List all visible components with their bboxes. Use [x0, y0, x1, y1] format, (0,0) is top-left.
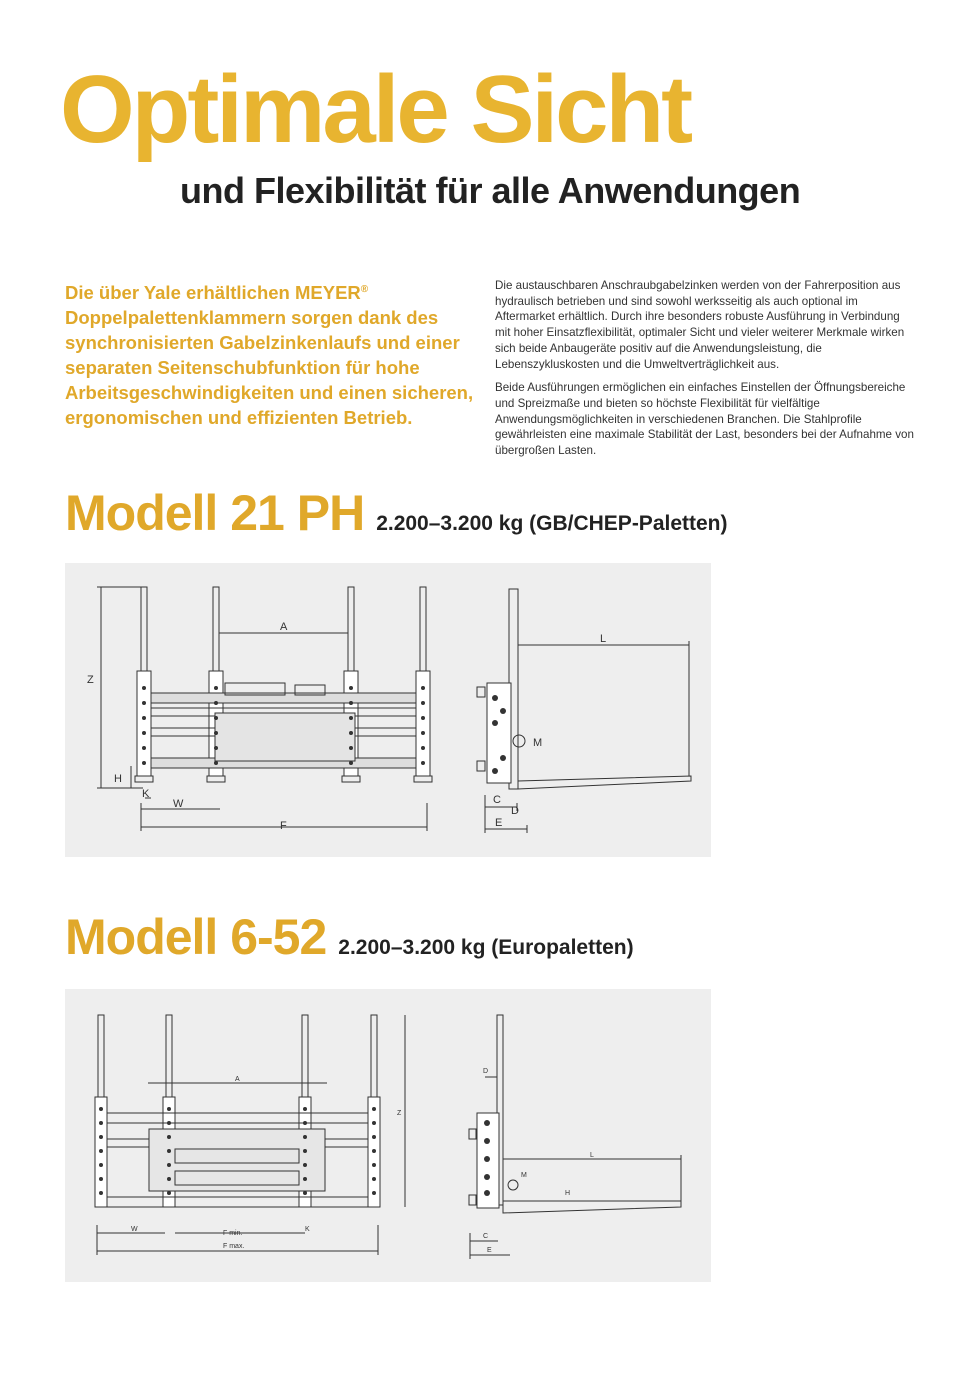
- dim-label-E: E: [495, 817, 503, 829]
- dim-label-K: K: [305, 1226, 310, 1233]
- page-subtitle: und Flexibilität für alle Anwendungen: [180, 170, 801, 211]
- model-2-name: Modell 6-52: [65, 909, 327, 965]
- model-2-drawing: [65, 989, 711, 1282]
- lead-text-rest: Doppelpalettenklammern sorgen dank des synchronisierten Gabelzinkenlaufs und einer separaten Seitenschubfunktion für hohe Arbeitsgeschwindigkeiten und einen sicheren, ergonomischen und effizienten Betrieb.: [65, 307, 474, 429]
- dim-label-A: A: [235, 1076, 240, 1083]
- registered-mark: ®: [360, 284, 369, 295]
- dim-label-W: W: [173, 798, 184, 810]
- dim-label-H: H: [114, 773, 122, 785]
- dim-label-F-max: F max.: [223, 1243, 245, 1250]
- model-1-heading: [65, 484, 728, 542]
- page-title: Optimale Sicht: [60, 56, 691, 163]
- dim-label-K: K: [142, 788, 150, 800]
- dim-label-A: A: [280, 621, 288, 633]
- dim-label-F-min: F min.: [223, 1230, 243, 1237]
- dim-label-E: E: [487, 1247, 492, 1254]
- model-2-heading: [65, 908, 634, 966]
- dim-label-M: M: [533, 737, 543, 749]
- dim-label-F: F: [280, 820, 287, 832]
- lead-text: [65, 277, 475, 430]
- dim-label-H: H: [565, 1190, 571, 1197]
- body-paragraph-2: Beide Ausführungen ermöglichen ein einfaches Einstellen der Öffnungsbereiche und Spreizmaße und bieten so höchste Flexibilität für vielfältige Anwendungsmöglichkeiten in verschiedenen Branchen. Die Stahlprofile gewährleisten eine maximale Stabilität der Last, besonders bei der Aufnahme von übergroßen Lasten.: [495, 381, 914, 458]
- dim-label-L: L: [590, 1152, 594, 1159]
- dim-label-W: W: [131, 1226, 138, 1233]
- model-2-spec: 2.200–3.200 kg (Europaletten): [338, 936, 634, 959]
- dim-label-D: D: [511, 805, 519, 817]
- lead-text-start: Die über Yale erhältlichen MEYER: [65, 282, 361, 304]
- dim-label-Z: Z: [397, 1110, 402, 1117]
- model-1-technical-drawing: [65, 563, 711, 857]
- model-1-name: Modell 21 PH: [65, 485, 365, 541]
- dim-label-C: C: [483, 1233, 489, 1240]
- body-text-column: [495, 278, 915, 467]
- body-paragraph-1: Die austauschbaren Anschraubgabelzinken werden von der Fahrerposition aus hydraulisch betrieben und sind sowohl werksseitig als auch optional im Aftermarket erhältlich. Durch ihre besonders robuste Ausführung in Verbindung mit hoher Einsatzflexibilität, optimaler Sicht und vieler weiterer Merkmale wirken sich beide Anbaugeräte positiv auf die Anwendungsleistung, die Lebenszykluskosten und die Umweltverträglichkeit aus.: [495, 279, 905, 371]
- model-1-drawing: [65, 563, 711, 857]
- dim-label-D: D: [483, 1068, 489, 1075]
- dim-label-C: C: [493, 794, 501, 806]
- model-1-spec: 2.200–3.200 kg (GB/CHEP-Paletten): [376, 512, 728, 535]
- dim-label-L: L: [600, 633, 607, 645]
- dim-label-M: M: [521, 1172, 527, 1179]
- dim-label-Z: Z: [87, 674, 94, 686]
- model-2-technical-drawing: [65, 989, 711, 1282]
